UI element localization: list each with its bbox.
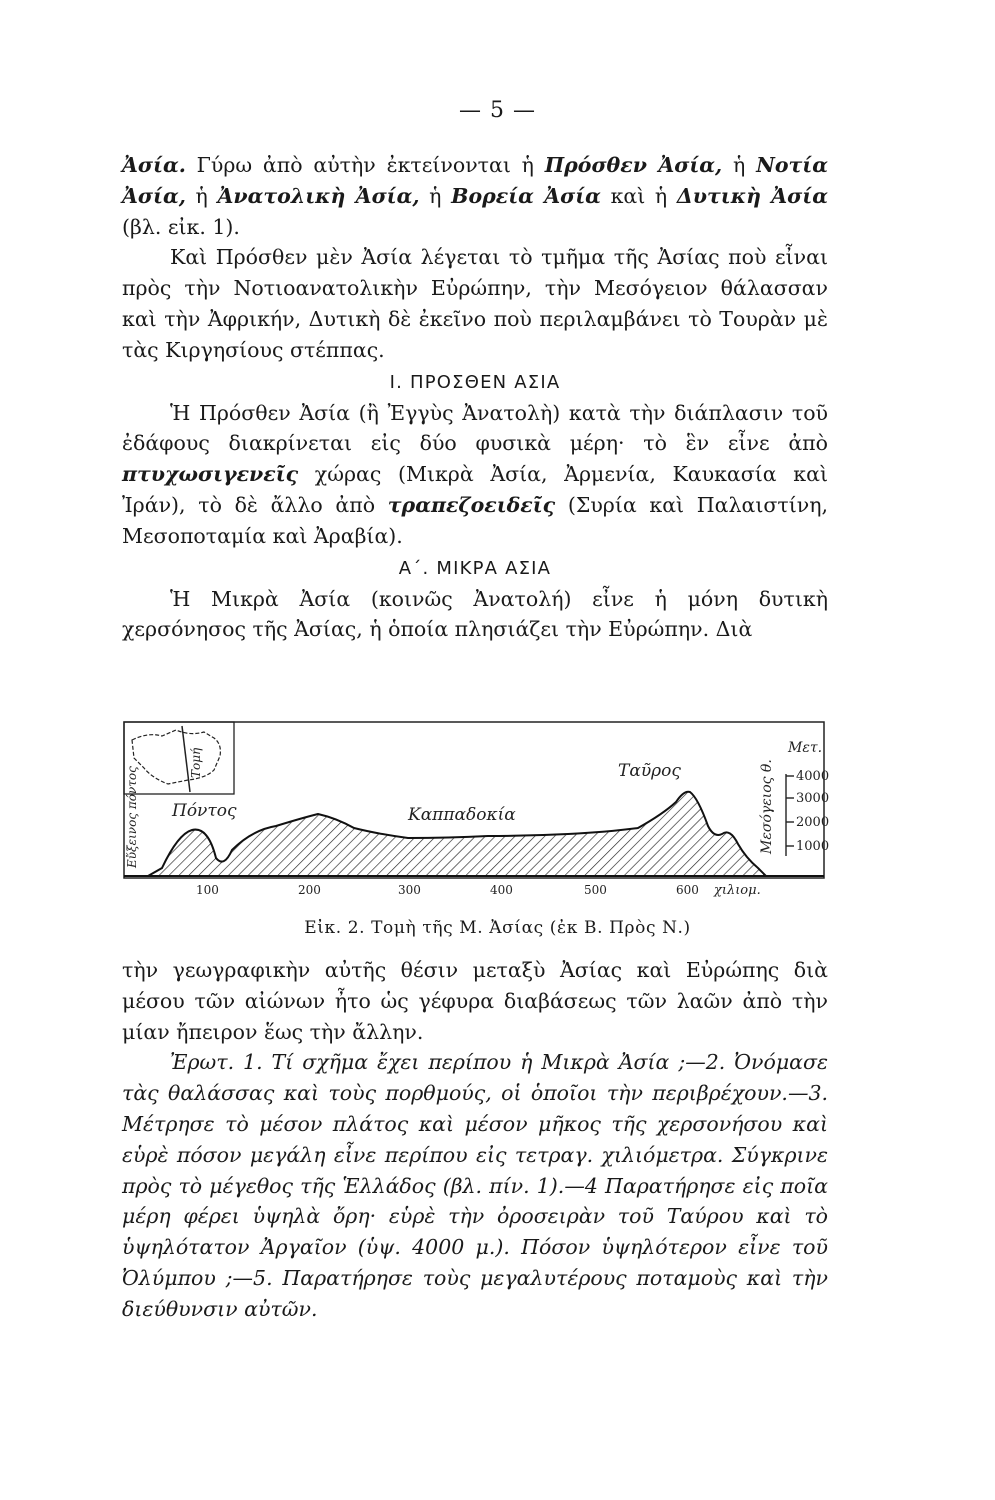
body-text-bottom: [122, 955, 828, 1325]
x-tick-600: 600: [676, 883, 699, 897]
x-tick-500: 500: [584, 883, 607, 897]
para2-b: πτυχωσιγενεῖς: [122, 462, 299, 487]
paragraph-4: τὴν γεωγραφικὴν αὐτῆς θέσιν μεταξὺ Ἀσίας καὶ Εὐρώπης διὰ μέσου τῶν αἰώνων ἦτο ὡς γέφυρα διαβάσεως τῶν λαῶν ἀπὸ τὴν μίαν ἤπειρον ἕως τὴν ἄλλην.: [122, 958, 828, 1044]
inset-map-frame: [124, 722, 234, 794]
y-tick-3000: 3000: [796, 791, 830, 806]
intro-t9: Βορεία Ἀσία: [451, 183, 601, 208]
cross-section-figure: [118, 718, 830, 928]
intro-t12: (βλ. εἰκ. 1).: [122, 214, 240, 239]
page-number: — 5 —: [459, 98, 536, 123]
x-tick-100: 100: [196, 883, 219, 897]
intro-t3: Πρόσθεν Ἀσία,: [544, 153, 723, 177]
para2-c: χώρας (Μικρὰ Ἀσία, Ἀρμενία, Καυκασία καὶ Ἰράν), τὸ δὲ ἄλλο ἀπὸ: [122, 462, 828, 517]
intro-t8: ἡ: [419, 183, 452, 208]
intro-t11: Δυτικὴ Ἀσία: [676, 183, 828, 208]
para2-a: Ἡ Πρόσθεν Ἀσία (ἢ Ἐγγὺς Ἀνατολὴ) κατὰ τὴν διάπλασιν τοῦ ἐδάφους διακρίνεται εἰς δύο φυσικὰ μέρη· τὸ ἓν εἶνε ἀπὸ: [122, 400, 828, 456]
unit-meters: Μετ.: [788, 740, 823, 756]
heading-mikra-asia: Α΄. ΜΙΚΡΑ ΑΣΙΑ: [398, 557, 552, 579]
label-tauros: Ταῦρος: [618, 761, 681, 781]
x-tick-200: 200: [298, 883, 321, 897]
y-tick-1000: 1000: [796, 839, 830, 854]
label-kappadokia: Καππαδοκία: [408, 805, 516, 825]
label-pontos: Πόντος: [172, 801, 237, 821]
intro-t4: ἡ: [722, 153, 757, 177]
intro-t7: Ἀνατολικὴ Ἀσία,: [217, 183, 420, 208]
intro-t1: Ἀσία.: [122, 153, 186, 177]
label-mesogeios: Μεσόγειος θ.: [759, 759, 775, 854]
para2-d: τραπεζοειδεῖς: [387, 492, 556, 517]
cross-section-svg: [118, 718, 830, 918]
intro-t5: Νοτία Ἀσία,: [122, 153, 828, 208]
unit-km: χιλιομ.: [714, 883, 761, 898]
heading-prosthen-asia: Ι. ΠΡΟΣΘΕΝ ΑΣΙΑ: [389, 371, 561, 393]
label-euxeinos: Εὔξεινος πόντος: [125, 766, 139, 868]
label-tomi: Τομή: [189, 747, 203, 778]
body-text-top: [122, 150, 828, 645]
figure-caption: Εἰκ. 2. Τομὴ τῆς Μ. Ἀσίας (ἐκ Β. Πρὸς Ν.): [304, 918, 691, 938]
paragraph-1: Καὶ Πρόσθεν μὲν Ἀσία λέγεται τὸ τμῆμα τῆς Ἀσίας ποὺ εἶναι πρὸς τὴν Νοτιοανατολικὴν Εὐρώπην, τὴν Μεσόγειον θάλασσαν καὶ τὴν Ἀφρικήν, Δυτικὴ δὲ ἐκεῖνο ποὺ περιλαμβάνει τὸ Τουρὰν μὲ τὰς Κιργησίους στέππας.: [122, 245, 828, 362]
x-tick-300: 300: [398, 883, 421, 897]
y-tick-2000: 2000: [796, 815, 830, 830]
y-tick-4000: 4000: [796, 769, 830, 784]
questions-paragraph: Ἐρωτ. 1. Τί σχῆμα ἔχει περίπου ἡ Μικρὰ Ἀσία ;—2. Ὀνόμασε τὰς θαλάσσας καὶ τοὺς πορθμούς, οἱ ὁποῖοι τὴν περιβρέχουν.—3. Μέτρησε τὸ μέσον πλάτος καὶ μέσον μῆκος τῆς χερσονήσου καὶ εὑρὲ πόσον μεγάλη εἶνε περίπου εἰς τετραγ. χιλιόμετρα. Σύγκρινε πρὸς τὸ μέγεθος τῆς Ἑλλάδος (βλ. πίν. 1).—4 Παρατήρησε εἰς ποῖα μέρη φέρει ὑψηλὰ ὄρη· εὑρὲ τὴν ὀροσειρὰν τοῦ Ταύρου καὶ τὸ ὑψηλότατον Ἀργαῖον (ὑψ. 4000 μ.). Πόσον ὑψηλότερον εἶνε τοῦ Ὀλύμπου ;—5. Παρατήρησε τοὺς μεγαλυτέρους ποταμοὺς καὶ τὴν διεύθυνσιν αὐτῶν.: [122, 1050, 828, 1321]
paragraph-2: [122, 398, 828, 552]
paragraph-3: Ἡ Μικρὰ Ἀσία (κοινῶς Ἀνατολή) εἶνε ἡ μόνη δυτικὴ χερσόνησος τῆς Ἀσίας, ἡ ὁποία πλησιάζει τὴν Εὐρώπην. Διὰ: [122, 586, 828, 642]
para2-e: (Συρία καὶ Παλαιστίνη, Μεσοποταμία καὶ Ἀραβία).: [122, 492, 828, 548]
intro-t6: ἡ: [185, 183, 218, 208]
intro-t2: Γύρω ἀπὸ αὐτὴν ἐκτείνονται ἡ: [185, 153, 545, 177]
intro-t10: καὶ ἡ: [600, 183, 677, 208]
intro-paragraph: [122, 150, 828, 242]
x-tick-400: 400: [490, 883, 513, 897]
inset-map-outline: [132, 730, 220, 784]
